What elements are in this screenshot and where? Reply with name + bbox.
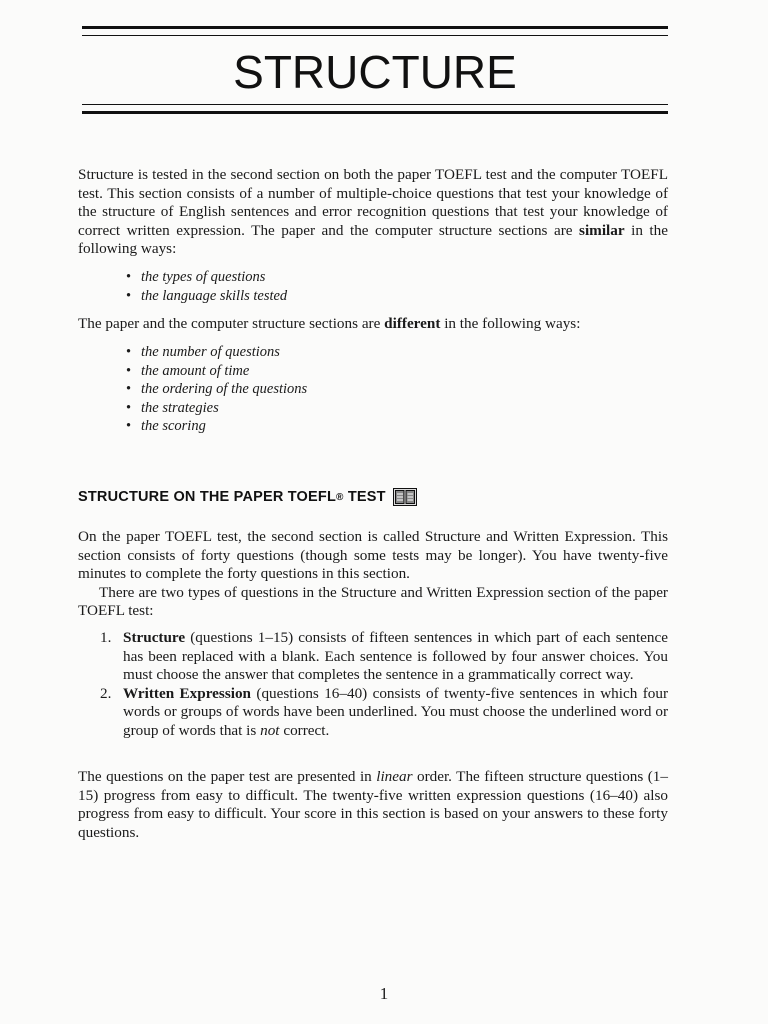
section-heading-tail: TEST [343, 489, 386, 505]
bottom-rule-thick [82, 111, 668, 114]
list-item [96, 629, 668, 685]
different-text-1: The paper and the computer structure sections are [78, 315, 385, 332]
item-text: (questions 1–15) consists of fifteen sentences in which part of each sentence has been replaced with a blank. Each sentence is followed by four answer choices. You must choose the answer that completes the sentence in a grammatically correct way. [123, 629, 668, 684]
top-rule-thick [82, 26, 668, 29]
similar-list [126, 268, 287, 305]
book-icon [393, 488, 417, 506]
list-item [96, 685, 668, 741]
item-number: 1. [100, 629, 112, 646]
list-item: • the language skills tested [126, 287, 287, 306]
list-item: • the number of questions [126, 343, 307, 362]
closing-paragraph [78, 768, 668, 842]
different-bold: different [384, 315, 441, 332]
section-heading-text: STRUCTURE ON THE PAPER TOEFL [78, 489, 337, 505]
list-item: • the strategies [126, 399, 307, 418]
intro-paragraph [78, 166, 668, 259]
list-item: • the scoring [126, 417, 307, 436]
question-types-list [96, 629, 668, 741]
paper-text-2: There are two types of questions in the Structure and Written Expression section of the paper TOEFL test: [78, 583, 668, 620]
page-title: STRUCTURE [233, 46, 517, 98]
bottom-rule-thin [82, 104, 668, 105]
paper-text-1: On the paper TOEFL test, the second section is called Structure and Written Expression. This section consists of forty questions (though some tests may be longer). You have twenty-five minutes to complete the forty questions in this section. [78, 528, 668, 583]
paper-paragraph-1 [78, 528, 668, 621]
list-item: • the ordering of the questions [126, 380, 307, 399]
list-item: • the amount of time [126, 362, 307, 381]
closing-italic: linear [376, 768, 413, 785]
different-intro [78, 315, 668, 334]
different-text-2: in the following ways: [440, 315, 581, 332]
intro-text-2: in the following ways: [78, 221, 668, 258]
intro-text-1: Structure is tested in the second section on both the paper TOEFL test and the computer TOEFL test. This section consists of a number of multiple-choice questions that test your knowledge of the structure of English sentences and error recognition questions that test your knowledge of correct written expression. The paper and the computer structure sections are [78, 166, 668, 239]
item-bold: Structure [123, 629, 186, 646]
page-number: 1 [379, 984, 389, 1003]
closing-text-1: The questions on the paper test are presented in [78, 768, 377, 785]
item-number: 2. [100, 684, 112, 702]
item-bold: Written Expression [123, 684, 252, 702]
item-text-after: correct. [279, 721, 330, 739]
list-item: • the types of questions [126, 268, 287, 287]
item-italic: not [260, 721, 280, 739]
top-rule-thin [82, 35, 668, 36]
registered-mark: ® [336, 491, 344, 503]
section-heading [78, 488, 417, 506]
item-text-before: (questions 16–40) consists of twenty-five sentences in which four words or groups of words have been underlined. You must choose the underlined word or group of words that is [123, 684, 669, 739]
intro-bold: similar [579, 221, 625, 239]
closing-text-2: order. The fifteen structure questions (1–15) progress from easy to difficult. The twenty-five written expression questions (16–40) also progress from easy to difficult. Your score in this section is based on your answers to these forty questions. [78, 768, 668, 841]
different-list [126, 343, 307, 436]
